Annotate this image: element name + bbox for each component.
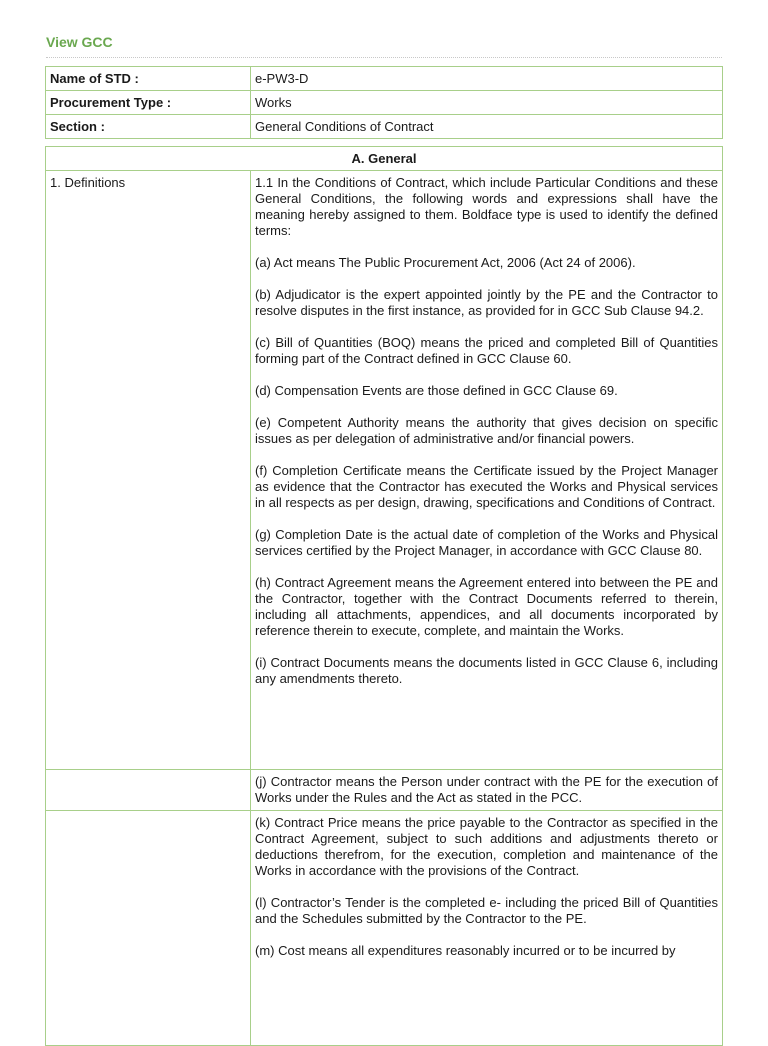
- clause-paragraph: (m) Cost means all expenditures reasonably incurred or to be incurred by: [255, 943, 676, 958]
- clause-row: [46, 811, 723, 1046]
- section-header-row: [46, 147, 723, 171]
- info-row-std-name: [46, 67, 723, 91]
- clause-label: [46, 770, 251, 811]
- clause-paragraph: (l) Contractor’s Tender is the completed e- including the priced Bill of Quantities and the Schedules submitted by the Contractor to the PE.: [255, 895, 718, 926]
- clause-label: [46, 811, 251, 1046]
- info-row-procurement-type: [46, 91, 723, 115]
- info-value: e-PW3-D: [251, 67, 723, 91]
- clause-text: [251, 770, 723, 811]
- std-info-table: [45, 66, 723, 139]
- clause-paragraph: (f) Completion Certificate means the Certificate issued by the Project Manager as evidence that the Contractor has executed the Works and Physical services in all respects as per design, drawing, specifications and Conditions of Contract.: [255, 463, 718, 510]
- section-header: A. General: [46, 147, 723, 171]
- clause-row: [46, 770, 723, 811]
- clause-text: [251, 171, 723, 770]
- clause-paragraph: (e) Competent Authority means the authority that gives decision on specific issues as per delegation of administrative and/or financial powers.: [255, 415, 718, 446]
- info-value: Works: [251, 91, 723, 115]
- clause-paragraph: (g) Completion Date is the actual date of completion of the Works and Physical services certified by the Project Manager, in accordance with GCC Clause 80.: [255, 527, 718, 558]
- clause-text: [251, 811, 723, 1046]
- info-value: General Conditions of Contract: [251, 115, 723, 139]
- clause-paragraph: (d) Compensation Events are those defined in GCC Clause 69.: [255, 383, 618, 398]
- clause-paragraph: (h) Contract Agreement means the Agreement entered into between the PE and the Contractor, together with the Contract Documents referred to therein, including all attachments, appendices, and all documents incorporated by reference therein to execute, complete, and maintain the Works.: [255, 575, 718, 638]
- title-divider: [46, 57, 722, 58]
- clause-paragraph: (a) Act means The Public Procurement Act, 2006 (Act 24 of 2006).: [255, 255, 636, 270]
- info-label: Name of STD :: [46, 67, 251, 91]
- page-title: View GCC: [46, 34, 113, 50]
- gcc-content-table: [45, 146, 723, 1046]
- info-row-section: [46, 115, 723, 139]
- clause-paragraph: (j) Contractor means the Person under contract with the PE for the execution of Works under the Rules and the Act as stated in the PCC.: [255, 774, 718, 805]
- clause-row: [46, 171, 723, 770]
- clause-paragraph: 1.1 In the Conditions of Contract, which include Particular Conditions and these General Conditions, the following words and expressions shall have the meaning hereby assigned to them. Boldface type is used to identify the defined terms:: [255, 175, 718, 238]
- clause-paragraph: (k) Contract Price means the price payable to the Contractor as specified in the Contract Agreement, subject to such additions and adjustments thereto or deductions therefrom, for the execution, completion and maintenance of the Works in accordance with the provisions of the Contract.: [255, 815, 718, 878]
- info-label: Section :: [46, 115, 251, 139]
- clause-paragraph: (c) Bill of Quantities (BOQ) means the priced and completed Bill of Quantities forming part of the Contract defined in GCC Clause 60.: [255, 335, 718, 366]
- clause-paragraph: (i) Contract Documents means the documents listed in GCC Clause 6, including any amendments thereto.: [255, 655, 718, 686]
- info-label: Procurement Type :: [46, 91, 251, 115]
- clause-paragraph: (b) Adjudicator is the expert appointed jointly by the PE and the Contractor to resolve disputes in the first instance, as provided for in GCC Sub Clause 94.2.: [255, 287, 718, 318]
- clause-label: 1. Definitions: [46, 171, 251, 770]
